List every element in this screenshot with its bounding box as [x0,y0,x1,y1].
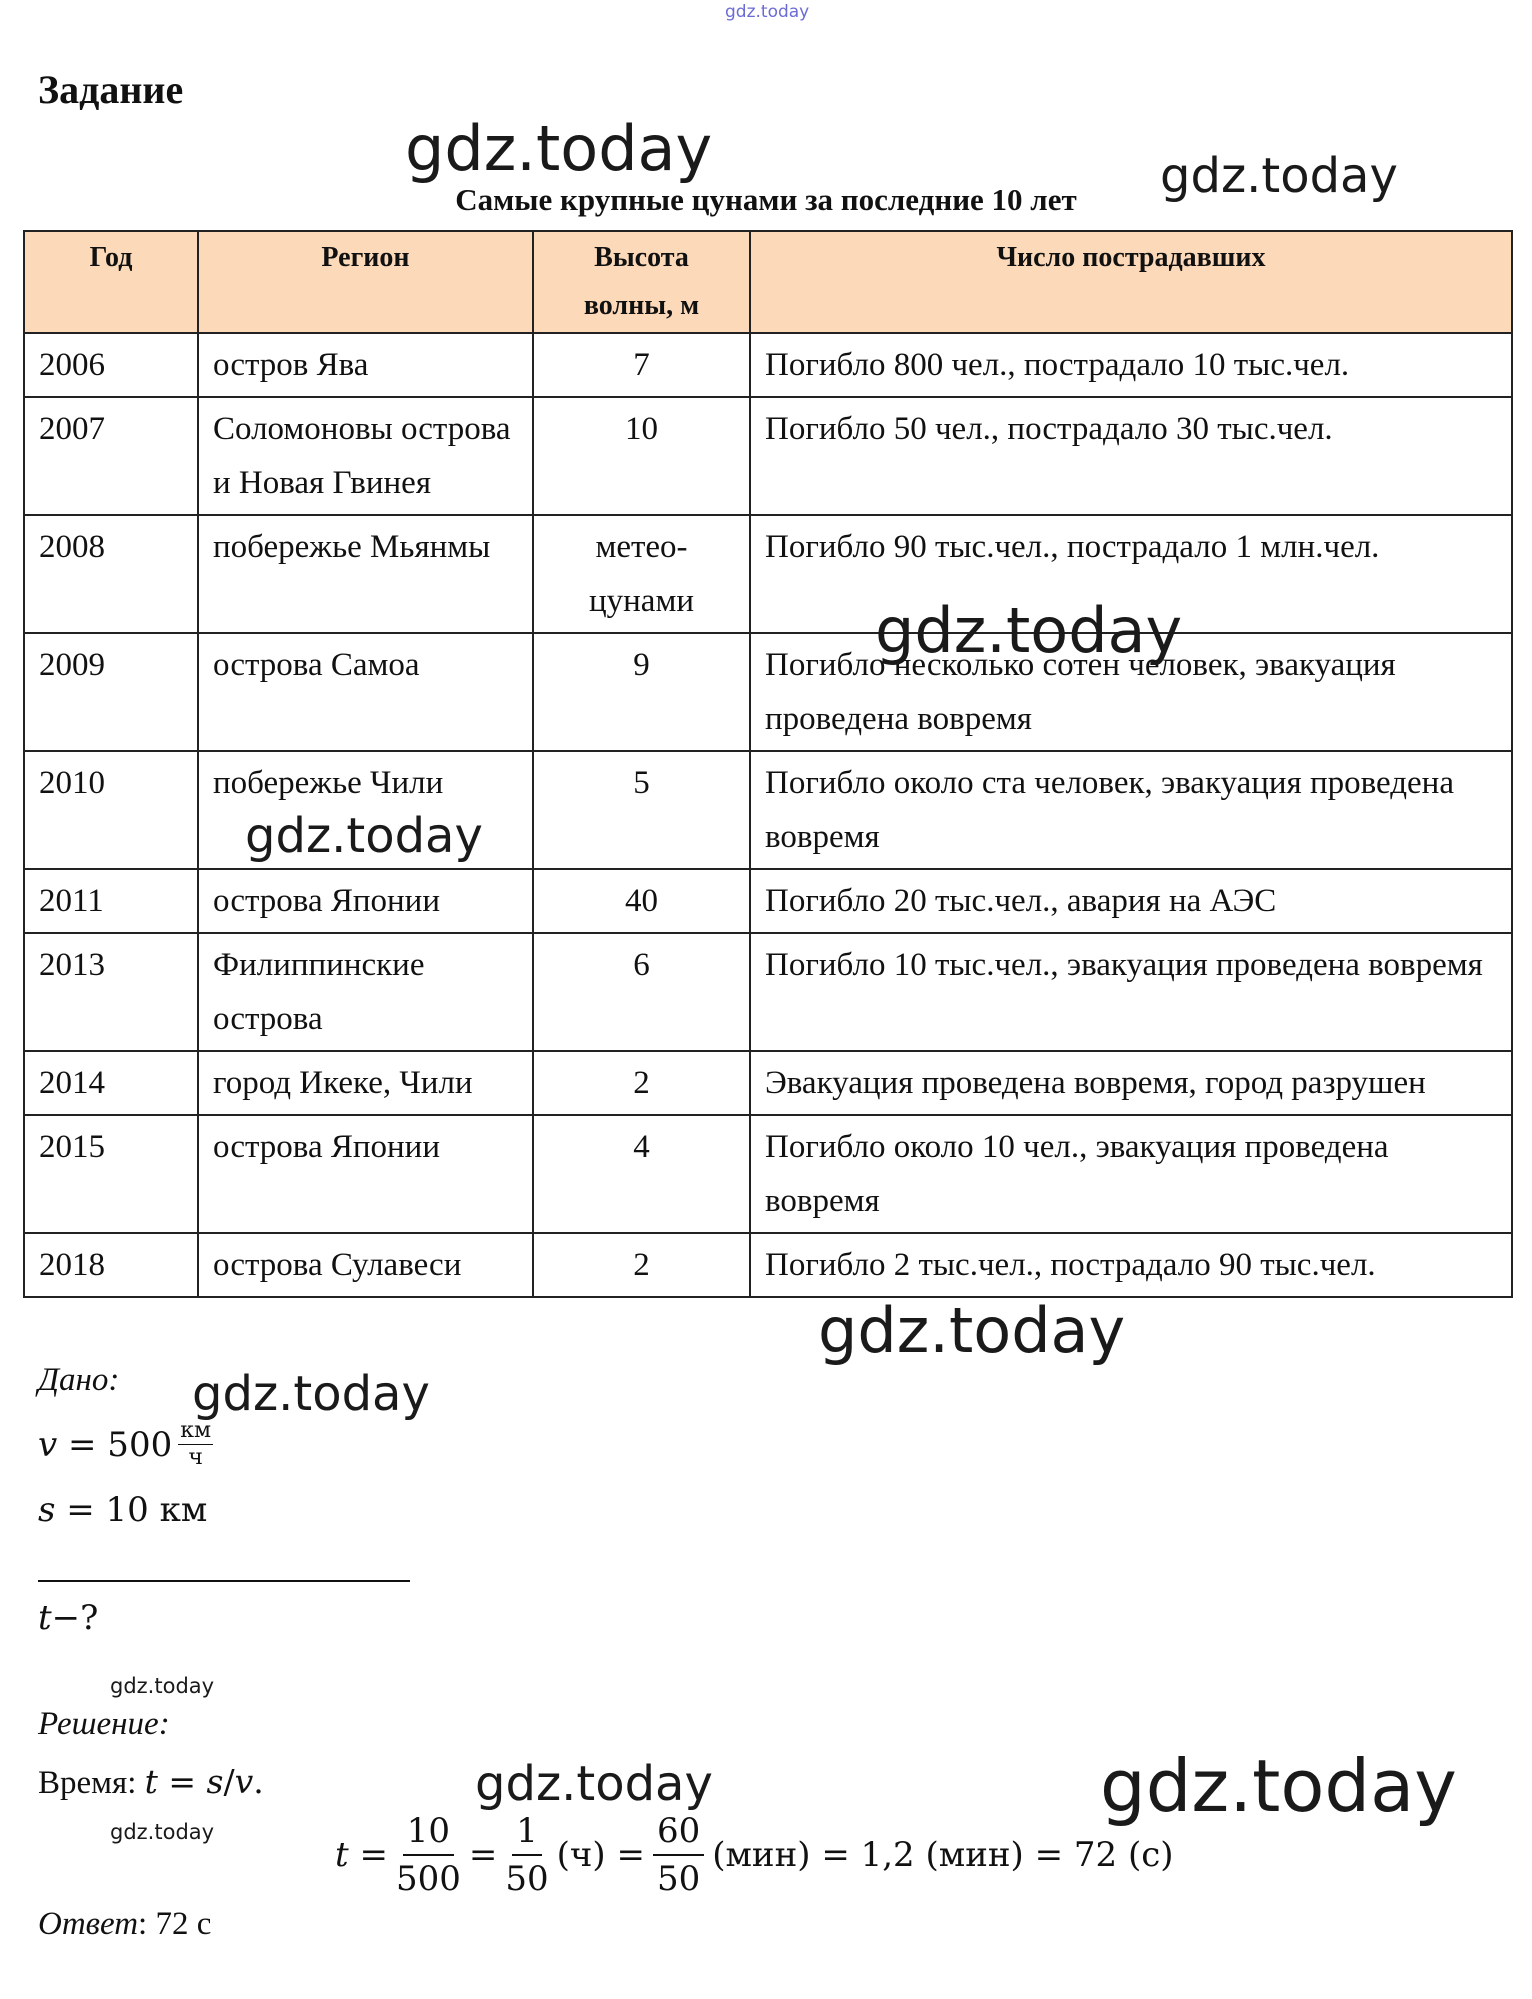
cell-victims: Погибло около 10 чел., эвакуация проведена вовремя [750,1115,1512,1233]
cell-victims: Погибло 90 тыс.чел., пострадало 1 млн.чел. [750,515,1512,633]
table-row [24,333,1512,397]
velocity-value: 𝑣 = 500 [38,1424,173,1465]
given-divider [38,1580,410,1582]
table-row [24,1233,1512,1297]
cell-year: 2018 [24,1233,198,1297]
cell-victims: Погибло около ста человек, эвакуация проведена вовремя [750,751,1512,869]
cell-region: острова Японии [198,869,533,933]
table-row [24,869,1512,933]
cell-year: 2015 [24,1115,198,1233]
cell-year: 2013 [24,933,198,1051]
unknown-time: 𝑡−? [38,1598,99,1638]
watermark: gdz.today [875,594,1183,667]
table-row [24,397,1512,515]
header-height [533,231,750,333]
fraction-2-den: 50 [505,1859,549,1899]
cell-region: побережье Мьянмы [198,515,533,633]
time-formula: 𝑡 = 𝑠/𝑣. [144,1762,264,1801]
given-label: Дано: [38,1362,120,1398]
velocity-unit-den: ч [188,1445,203,1470]
watermark: gdz.today [110,1674,215,1698]
header-year: Год [24,231,198,333]
watermark: gdz.today [475,1756,713,1812]
cell-height: 40 [533,869,750,933]
cell-victims: Погибло несколько сотен человек, эвакуация проведена вовремя [750,633,1512,751]
cell-victims: Погибло 2 тыс.чел., пострадало 90 тыс.чел. [750,1233,1512,1297]
cell-region: острова Японии [198,1115,533,1233]
cell-year: 2010 [24,751,198,869]
cell-height: 5 [533,751,750,869]
cell-height: 2 [533,1233,750,1297]
watermark: gdz.today [1160,148,1398,204]
cell-height: 4 [533,1115,750,1233]
given-velocity [38,1418,213,1471]
table-caption: Самые крупные цунами за последние 10 лет [455,182,1077,217]
solution-label: Решение: [38,1706,170,1742]
cell-region: Соломоновы острова и Новая Гвинея [198,397,533,515]
watermark: gdz.today [405,112,713,185]
cell-region: город Икеке, Чили [198,1051,533,1115]
fraction-2-num: 1 [512,1808,542,1856]
fraction-2 [505,1808,548,1902]
calc-hours: (ч) = [556,1835,645,1875]
watermark: gdz.today [245,808,483,864]
cell-victims: Погибло 50 чел., пострадало 30 тыс.чел. [750,397,1512,515]
cell-height: 2 [533,1051,750,1115]
calc-eq: = [468,1835,498,1875]
time-formula-line [38,1762,264,1802]
cell-region: Филиппинские острова [198,933,533,1051]
cell-victims: Погибло 10 тыс.чел., эвакуация проведена вовремя [750,933,1512,1051]
cell-region: остров Ява [198,333,533,397]
tsunami-table [23,230,1513,1298]
fraction-1-den: 500 [395,1859,461,1899]
velocity-unit [178,1418,213,1471]
cell-victims: Погибло 20 тыс.чел., авария на АЭС [750,869,1512,933]
calculation [335,1808,1174,1902]
cell-region: острова Сулавеси [198,1233,533,1297]
cell-height: 6 [533,933,750,1051]
watermark-top: gdz.today [725,2,810,22]
cell-year: 2006 [24,333,198,397]
cell-year: 2014 [24,1051,198,1115]
fraction-1 [396,1808,461,1902]
time-text: Время: [38,1765,145,1801]
table-row [24,1115,1512,1233]
cell-height: 7 [533,333,750,397]
watermark: gdz.today [818,1294,1126,1367]
table-row [24,1051,1512,1115]
watermark: gdz.today [110,1820,215,1844]
cell-year: 2011 [24,869,198,933]
cell-region: острова Самоа [198,633,533,751]
cell-region: побережье Чили [198,751,533,869]
table-row [24,933,1512,1051]
answer-value: : 72 с [138,1906,212,1942]
header-height-line1: Высота [594,242,689,273]
cell-year: 2007 [24,397,198,515]
watermark: gdz.today [1100,1744,1457,1828]
fraction-3 [653,1808,704,1902]
cell-year: 2008 [24,515,198,633]
cell-height: метео-цунами [533,515,750,633]
cell-height: 10 [533,397,750,515]
calc-result: (мин) = 1,2 (мин) = 72 (с) [712,1835,1174,1875]
fraction-3-den: 50 [656,1859,701,1899]
table-row [24,633,1512,751]
calc-t: 𝑡 = [335,1835,388,1875]
given-distance: 𝑠 = 10 км [38,1490,208,1530]
cell-victims: Погибло 800 чел., пострадало 10 тыс.чел. [750,333,1512,397]
header-region: Регион [198,231,533,333]
fraction-1-num: 10 [403,1808,454,1856]
header-height-line2: волны, м [583,290,700,321]
task-title: Задание [38,67,184,112]
velocity-unit-num: км [180,1418,212,1443]
cell-height: 9 [533,633,750,751]
watermark: gdz.today [192,1366,430,1422]
cell-year: 2009 [24,633,198,751]
answer-line [38,1906,211,1943]
header-victims: Число пострадавших [750,231,1512,333]
table-header-row [24,231,1512,333]
answer-label: Ответ [38,1906,139,1942]
cell-victims: Эвакуация проведена вовремя, город разрушен [750,1051,1512,1115]
table-row [24,515,1512,633]
fraction-3-num: 60 [653,1808,704,1856]
